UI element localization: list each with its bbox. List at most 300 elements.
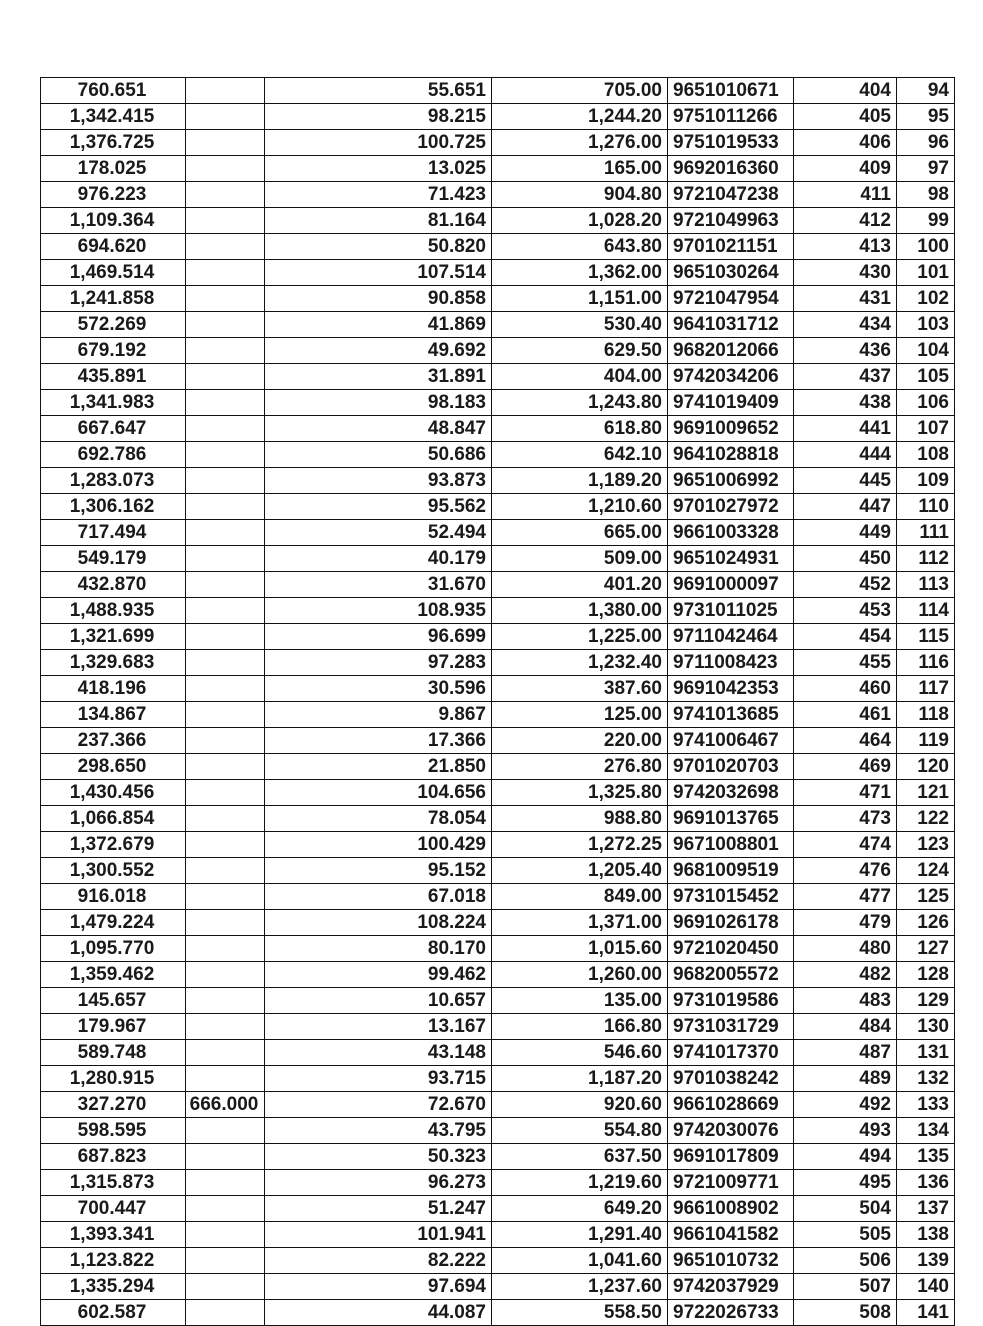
surcharge-cell: 67.018 xyxy=(265,884,492,910)
surcharge-cell: 55.651 xyxy=(265,78,492,104)
total-cell: 432.870 xyxy=(41,572,186,598)
amount-cell: 637.50 xyxy=(492,1144,668,1170)
account-number-cell: 9661008902 xyxy=(668,1196,794,1222)
amount-cell: 618.80 xyxy=(492,416,668,442)
serial-number-cell: 116 xyxy=(897,650,955,676)
amount-cell: 135.00 xyxy=(492,988,668,1014)
amount-cell: 509.00 xyxy=(492,546,668,572)
total-cell: 1,280.915 xyxy=(41,1066,186,1092)
amount-cell: 988.80 xyxy=(492,806,668,832)
code-cell: 493 xyxy=(794,1118,897,1144)
total-cell: 976.223 xyxy=(41,182,186,208)
serial-number-cell: 122 xyxy=(897,806,955,832)
surcharge-cell: 97.283 xyxy=(265,650,492,676)
total-cell: 1,283.073 xyxy=(41,468,186,494)
account-number-cell: 9671008801 xyxy=(668,832,794,858)
amount-cell: 1,189.20 xyxy=(492,468,668,494)
amount-cell: 401.20 xyxy=(492,572,668,598)
total-cell: 602.587 xyxy=(41,1300,186,1326)
total-cell: 760.651 xyxy=(41,78,186,104)
code-cell: 506 xyxy=(794,1248,897,1274)
account-number-cell: 9651010671 xyxy=(668,78,794,104)
extra-amount-cell: 666.000 xyxy=(186,1092,265,1118)
amount-cell: 1,028.20 xyxy=(492,208,668,234)
total-cell: 679.192 xyxy=(41,338,186,364)
table-row xyxy=(41,910,955,936)
table-row xyxy=(41,1222,955,1248)
total-cell: 327.270 xyxy=(41,1092,186,1118)
amount-cell: 530.40 xyxy=(492,312,668,338)
code-cell: 505 xyxy=(794,1222,897,1248)
total-cell: 667.647 xyxy=(41,416,186,442)
code-cell: 412 xyxy=(794,208,897,234)
table-row xyxy=(41,962,955,988)
code-cell: 461 xyxy=(794,702,897,728)
surcharge-cell: 93.715 xyxy=(265,1066,492,1092)
extra-amount-cell xyxy=(186,1248,265,1274)
table-row xyxy=(41,260,955,286)
account-number-cell: 9692016360 xyxy=(668,156,794,182)
account-number-cell: 9721047238 xyxy=(668,182,794,208)
total-cell: 1,300.552 xyxy=(41,858,186,884)
code-cell: 460 xyxy=(794,676,897,702)
extra-amount-cell xyxy=(186,234,265,260)
extra-amount-cell xyxy=(186,182,265,208)
extra-amount-cell xyxy=(186,1300,265,1326)
surcharge-cell: 13.167 xyxy=(265,1014,492,1040)
account-number-cell: 9691000097 xyxy=(668,572,794,598)
surcharge-cell: 50.820 xyxy=(265,234,492,260)
serial-number-cell: 129 xyxy=(897,988,955,1014)
serial-number-cell: 105 xyxy=(897,364,955,390)
serial-number-cell: 110 xyxy=(897,494,955,520)
extra-amount-cell xyxy=(186,936,265,962)
extra-amount-cell xyxy=(186,806,265,832)
serial-number-cell: 103 xyxy=(897,312,955,338)
code-cell: 504 xyxy=(794,1196,897,1222)
table-row xyxy=(41,650,955,676)
serial-number-cell: 114 xyxy=(897,598,955,624)
extra-amount-cell xyxy=(186,1170,265,1196)
ledger-sheet xyxy=(40,77,954,1323)
serial-number-cell: 112 xyxy=(897,546,955,572)
code-cell: 438 xyxy=(794,390,897,416)
account-number-cell: 9661028669 xyxy=(668,1092,794,1118)
total-cell: 1,430.456 xyxy=(41,780,186,806)
total-cell: 1,329.683 xyxy=(41,650,186,676)
extra-amount-cell xyxy=(186,1118,265,1144)
account-number-cell: 9651024931 xyxy=(668,546,794,572)
total-cell: 1,342.415 xyxy=(41,104,186,130)
amount-cell: 1,325.80 xyxy=(492,780,668,806)
account-number-cell: 9651010732 xyxy=(668,1248,794,1274)
surcharge-cell: 44.087 xyxy=(265,1300,492,1326)
surcharge-cell: 21.850 xyxy=(265,754,492,780)
table-row xyxy=(41,1144,955,1170)
extra-amount-cell xyxy=(186,494,265,520)
code-cell: 436 xyxy=(794,338,897,364)
table-row xyxy=(41,624,955,650)
surcharge-cell: 31.891 xyxy=(265,364,492,390)
extra-amount-cell xyxy=(186,884,265,910)
total-cell: 179.967 xyxy=(41,1014,186,1040)
account-number-cell: 9751011266 xyxy=(668,104,794,130)
amount-cell: 1,260.00 xyxy=(492,962,668,988)
surcharge-cell: 51.247 xyxy=(265,1196,492,1222)
code-cell: 489 xyxy=(794,1066,897,1092)
extra-amount-cell xyxy=(186,260,265,286)
extra-amount-cell xyxy=(186,442,265,468)
amount-cell: 1,205.40 xyxy=(492,858,668,884)
serial-number-cell: 118 xyxy=(897,702,955,728)
serial-number-cell: 121 xyxy=(897,780,955,806)
code-cell: 437 xyxy=(794,364,897,390)
amount-cell: 1,237.60 xyxy=(492,1274,668,1300)
total-cell: 435.891 xyxy=(41,364,186,390)
total-cell: 298.650 xyxy=(41,754,186,780)
surcharge-cell: 41.869 xyxy=(265,312,492,338)
serial-number-cell: 113 xyxy=(897,572,955,598)
code-cell: 413 xyxy=(794,234,897,260)
amount-cell: 220.00 xyxy=(492,728,668,754)
total-cell: 589.748 xyxy=(41,1040,186,1066)
code-cell: 445 xyxy=(794,468,897,494)
amount-cell: 665.00 xyxy=(492,520,668,546)
surcharge-cell: 93.873 xyxy=(265,468,492,494)
account-number-cell: 9682012066 xyxy=(668,338,794,364)
amount-cell: 642.10 xyxy=(492,442,668,468)
code-cell: 431 xyxy=(794,286,897,312)
table-row xyxy=(41,1196,955,1222)
table-row xyxy=(41,754,955,780)
code-cell: 484 xyxy=(794,1014,897,1040)
total-cell: 549.179 xyxy=(41,546,186,572)
account-number-cell: 9741013685 xyxy=(668,702,794,728)
serial-number-cell: 133 xyxy=(897,1092,955,1118)
code-cell: 477 xyxy=(794,884,897,910)
amount-cell: 920.60 xyxy=(492,1092,668,1118)
extra-amount-cell xyxy=(186,1274,265,1300)
extra-amount-cell xyxy=(186,728,265,754)
account-number-cell: 9651030264 xyxy=(668,260,794,286)
serial-number-cell: 134 xyxy=(897,1118,955,1144)
serial-number-cell: 138 xyxy=(897,1222,955,1248)
extra-amount-cell xyxy=(186,390,265,416)
account-number-cell: 9691009652 xyxy=(668,416,794,442)
table-row xyxy=(41,78,955,104)
surcharge-cell: 108.935 xyxy=(265,598,492,624)
surcharge-cell: 48.847 xyxy=(265,416,492,442)
amount-cell: 1,371.00 xyxy=(492,910,668,936)
account-number-cell: 9751019533 xyxy=(668,130,794,156)
code-cell: 430 xyxy=(794,260,897,286)
serial-number-cell: 108 xyxy=(897,442,955,468)
extra-amount-cell xyxy=(186,988,265,1014)
surcharge-cell: 13.025 xyxy=(265,156,492,182)
total-cell: 700.447 xyxy=(41,1196,186,1222)
serial-number-cell: 137 xyxy=(897,1196,955,1222)
serial-number-cell: 132 xyxy=(897,1066,955,1092)
code-cell: 447 xyxy=(794,494,897,520)
table-row xyxy=(41,104,955,130)
total-cell: 1,341.983 xyxy=(41,390,186,416)
account-number-cell: 9741006467 xyxy=(668,728,794,754)
account-number-cell: 9701027972 xyxy=(668,494,794,520)
total-cell: 692.786 xyxy=(41,442,186,468)
extra-amount-cell xyxy=(186,650,265,676)
code-cell: 492 xyxy=(794,1092,897,1118)
code-cell: 444 xyxy=(794,442,897,468)
serial-number-cell: 117 xyxy=(897,676,955,702)
table-row xyxy=(41,1014,955,1040)
serial-number-cell: 98 xyxy=(897,182,955,208)
extra-amount-cell xyxy=(186,780,265,806)
serial-number-cell: 99 xyxy=(897,208,955,234)
account-number-cell: 9711042464 xyxy=(668,624,794,650)
account-number-cell: 9742034206 xyxy=(668,364,794,390)
extra-amount-cell xyxy=(186,858,265,884)
account-number-cell: 9731019586 xyxy=(668,988,794,1014)
amount-cell: 1,187.20 xyxy=(492,1066,668,1092)
amount-cell: 1,380.00 xyxy=(492,598,668,624)
account-number-cell: 9661041582 xyxy=(668,1222,794,1248)
table-row xyxy=(41,520,955,546)
account-number-cell: 9741019409 xyxy=(668,390,794,416)
account-number-cell: 9701038242 xyxy=(668,1066,794,1092)
amount-cell: 643.80 xyxy=(492,234,668,260)
table-row xyxy=(41,1066,955,1092)
table-row xyxy=(41,598,955,624)
account-number-cell: 9731011025 xyxy=(668,598,794,624)
account-number-cell: 9651006992 xyxy=(668,468,794,494)
account-number-cell: 9731031729 xyxy=(668,1014,794,1040)
account-number-cell: 9682005572 xyxy=(668,962,794,988)
amount-cell: 904.80 xyxy=(492,182,668,208)
total-cell: 1,479.224 xyxy=(41,910,186,936)
total-cell: 687.823 xyxy=(41,1144,186,1170)
table-row xyxy=(41,572,955,598)
extra-amount-cell xyxy=(186,312,265,338)
extra-amount-cell xyxy=(186,1014,265,1040)
code-cell: 507 xyxy=(794,1274,897,1300)
extra-amount-cell xyxy=(186,130,265,156)
surcharge-cell: 90.858 xyxy=(265,286,492,312)
account-number-cell: 9691017809 xyxy=(668,1144,794,1170)
code-cell: 473 xyxy=(794,806,897,832)
code-cell: 464 xyxy=(794,728,897,754)
serial-number-cell: 104 xyxy=(897,338,955,364)
surcharge-cell: 82.222 xyxy=(265,1248,492,1274)
amount-cell: 558.50 xyxy=(492,1300,668,1326)
surcharge-cell: 31.670 xyxy=(265,572,492,598)
code-cell: 405 xyxy=(794,104,897,130)
code-cell: 474 xyxy=(794,832,897,858)
total-cell: 1,109.364 xyxy=(41,208,186,234)
total-cell: 145.657 xyxy=(41,988,186,1014)
code-cell: 450 xyxy=(794,546,897,572)
serial-number-cell: 106 xyxy=(897,390,955,416)
amount-cell: 165.00 xyxy=(492,156,668,182)
surcharge-cell: 43.795 xyxy=(265,1118,492,1144)
total-cell: 418.196 xyxy=(41,676,186,702)
table-row xyxy=(41,208,955,234)
serial-number-cell: 128 xyxy=(897,962,955,988)
table-row xyxy=(41,1040,955,1066)
serial-number-cell: 101 xyxy=(897,260,955,286)
surcharge-cell: 81.164 xyxy=(265,208,492,234)
table-row xyxy=(41,1092,955,1118)
amount-cell: 1,151.00 xyxy=(492,286,668,312)
code-cell: 495 xyxy=(794,1170,897,1196)
total-cell: 134.867 xyxy=(41,702,186,728)
table-row xyxy=(41,468,955,494)
table-row xyxy=(41,1170,955,1196)
table-row xyxy=(41,312,955,338)
table-row xyxy=(41,546,955,572)
code-cell: 494 xyxy=(794,1144,897,1170)
extra-amount-cell xyxy=(186,1196,265,1222)
total-cell: 1,359.462 xyxy=(41,962,186,988)
code-cell: 480 xyxy=(794,936,897,962)
total-cell: 1,376.725 xyxy=(41,130,186,156)
surcharge-cell: 43.148 xyxy=(265,1040,492,1066)
serial-number-cell: 111 xyxy=(897,520,955,546)
account-number-cell: 9742030076 xyxy=(668,1118,794,1144)
total-cell: 916.018 xyxy=(41,884,186,910)
account-number-cell: 9701021151 xyxy=(668,234,794,260)
extra-amount-cell xyxy=(186,468,265,494)
account-number-cell: 9721009771 xyxy=(668,1170,794,1196)
total-cell: 1,066.854 xyxy=(41,806,186,832)
serial-number-cell: 119 xyxy=(897,728,955,754)
table-row xyxy=(41,182,955,208)
extra-amount-cell xyxy=(186,676,265,702)
account-number-cell: 9681009519 xyxy=(668,858,794,884)
extra-amount-cell xyxy=(186,572,265,598)
extra-amount-cell xyxy=(186,520,265,546)
surcharge-cell: 17.366 xyxy=(265,728,492,754)
account-number-cell: 9742032698 xyxy=(668,780,794,806)
extra-amount-cell xyxy=(186,338,265,364)
table-row xyxy=(41,156,955,182)
ledger-body xyxy=(41,78,955,1326)
table-row xyxy=(41,130,955,156)
total-cell: 1,488.935 xyxy=(41,598,186,624)
table-row xyxy=(41,858,955,884)
serial-number-cell: 109 xyxy=(897,468,955,494)
account-number-cell: 9722026733 xyxy=(668,1300,794,1326)
serial-number-cell: 139 xyxy=(897,1248,955,1274)
code-cell: 409 xyxy=(794,156,897,182)
table-row xyxy=(41,494,955,520)
serial-number-cell: 136 xyxy=(897,1170,955,1196)
surcharge-cell: 99.462 xyxy=(265,962,492,988)
total-cell: 237.366 xyxy=(41,728,186,754)
serial-number-cell: 127 xyxy=(897,936,955,962)
surcharge-cell: 104.656 xyxy=(265,780,492,806)
surcharge-cell: 95.562 xyxy=(265,494,492,520)
serial-number-cell: 141 xyxy=(897,1300,955,1326)
code-cell: 411 xyxy=(794,182,897,208)
table-row xyxy=(41,884,955,910)
surcharge-cell: 50.323 xyxy=(265,1144,492,1170)
code-cell: 508 xyxy=(794,1300,897,1326)
extra-amount-cell xyxy=(186,286,265,312)
amount-cell: 166.80 xyxy=(492,1014,668,1040)
serial-number-cell: 140 xyxy=(897,1274,955,1300)
surcharge-cell: 49.692 xyxy=(265,338,492,364)
account-number-cell: 9661003328 xyxy=(668,520,794,546)
total-cell: 178.025 xyxy=(41,156,186,182)
extra-amount-cell xyxy=(186,1222,265,1248)
table-row xyxy=(41,806,955,832)
code-cell: 441 xyxy=(794,416,897,442)
serial-number-cell: 130 xyxy=(897,1014,955,1040)
code-cell: 476 xyxy=(794,858,897,884)
extra-amount-cell xyxy=(186,546,265,572)
serial-number-cell: 120 xyxy=(897,754,955,780)
table-row xyxy=(41,936,955,962)
table-row xyxy=(41,416,955,442)
amount-cell: 1,225.00 xyxy=(492,624,668,650)
surcharge-cell: 9.867 xyxy=(265,702,492,728)
amount-cell: 404.00 xyxy=(492,364,668,390)
amount-cell: 1,015.60 xyxy=(492,936,668,962)
table-row xyxy=(41,234,955,260)
serial-number-cell: 115 xyxy=(897,624,955,650)
table-row xyxy=(41,1248,955,1274)
extra-amount-cell xyxy=(186,156,265,182)
surcharge-cell: 95.152 xyxy=(265,858,492,884)
amount-cell: 649.20 xyxy=(492,1196,668,1222)
extra-amount-cell xyxy=(186,1144,265,1170)
surcharge-cell: 96.699 xyxy=(265,624,492,650)
code-cell: 471 xyxy=(794,780,897,806)
account-number-cell: 9711008423 xyxy=(668,650,794,676)
surcharge-cell: 10.657 xyxy=(265,988,492,1014)
code-cell: 482 xyxy=(794,962,897,988)
table-row xyxy=(41,442,955,468)
surcharge-cell: 107.514 xyxy=(265,260,492,286)
account-number-cell: 9741017370 xyxy=(668,1040,794,1066)
table-row xyxy=(41,780,955,806)
amount-cell: 1,210.60 xyxy=(492,494,668,520)
amount-cell: 1,362.00 xyxy=(492,260,668,286)
amount-cell: 125.00 xyxy=(492,702,668,728)
amount-cell: 1,291.40 xyxy=(492,1222,668,1248)
amount-cell: 849.00 xyxy=(492,884,668,910)
extra-amount-cell xyxy=(186,624,265,650)
extra-amount-cell xyxy=(186,754,265,780)
extra-amount-cell xyxy=(186,104,265,130)
table-row xyxy=(41,286,955,312)
account-number-cell: 9721049963 xyxy=(668,208,794,234)
amount-cell: 554.80 xyxy=(492,1118,668,1144)
serial-number-cell: 107 xyxy=(897,416,955,442)
surcharge-cell: 97.694 xyxy=(265,1274,492,1300)
total-cell: 598.595 xyxy=(41,1118,186,1144)
extra-amount-cell xyxy=(186,832,265,858)
total-cell: 1,241.858 xyxy=(41,286,186,312)
code-cell: 404 xyxy=(794,78,897,104)
total-cell: 694.620 xyxy=(41,234,186,260)
table-row xyxy=(41,338,955,364)
extra-amount-cell xyxy=(186,1066,265,1092)
surcharge-cell: 98.215 xyxy=(265,104,492,130)
account-number-cell: 9731015452 xyxy=(668,884,794,910)
surcharge-cell: 72.670 xyxy=(265,1092,492,1118)
table-row xyxy=(41,364,955,390)
